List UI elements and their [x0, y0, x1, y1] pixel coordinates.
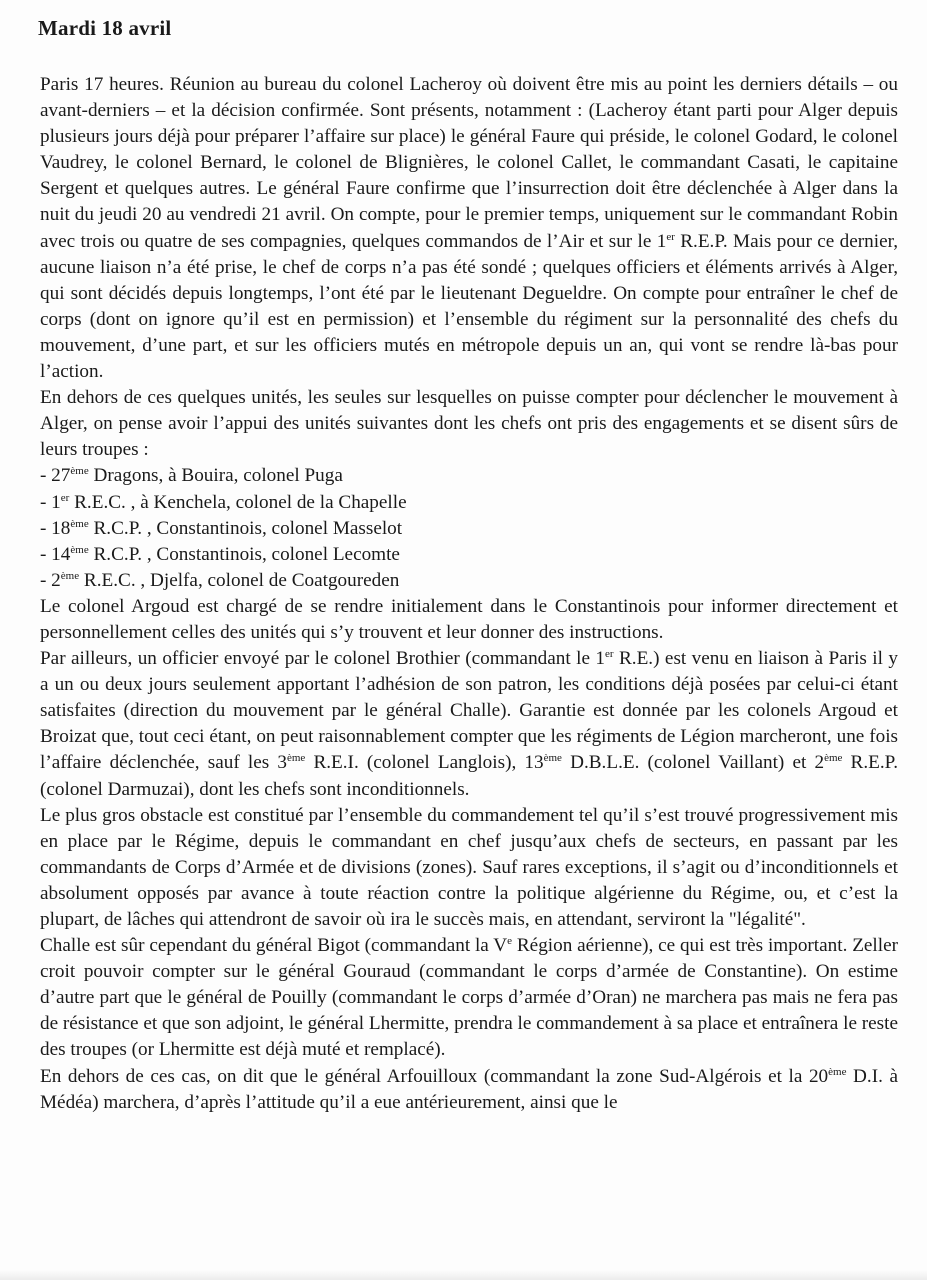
- superscript: er: [60, 491, 70, 504]
- paragraph-text: R.E.P. Mais pour ce dernier, aucune liaison n’a été prise, le chef de corps n’a pas été sondé ; quelques officiers et éléments arrivés à Alger, qui sont décidés depuis longtemps, l’ont été par le lieutenant Degueldre. On compte pour entraîner le chef de corps (dont on ignore qu’il est en permission) et l’ensemble du régiment sur la personnalité des chefs du mouvement, d’une part, et sur les officiers mutés en métropole depuis un an, qui vont se rendre là-bas pour l’action.: [40, 230, 898, 383]
- unit-number: - 18: [40, 517, 71, 539]
- paragraph-text: Par ailleurs, un officier envoyé par le colonel Brothier (commandant le 1: [40, 648, 606, 670]
- paragraph-units-intro: En dehors de ces quelques unités, les seules sur lesquelles on puisse compter pour déclencher le mouvement à Alger, on pense avoir l’appui des unités suivantes dont les chefs ont pris des engagements et se disent sûrs de leurs troupes :: [40, 387, 898, 461]
- unit-number: - 2: [40, 569, 61, 591]
- page-title: Mardi 18 avril: [38, 16, 172, 40]
- superscript: ème: [543, 752, 562, 765]
- paragraph-text: 1: [656, 230, 667, 252]
- paragraph-text: Région aérienne), ce qui est très important. Zeller croit pouvoir compter sur le général Gouraud (commandant le corps d’armée de Constantine). On estime d’autre part que le général de Pouilly (commandant le corps d’armée d’Oran) ne marchera pas mais ne fera pas de résistance et que son adjoint, le général Lhermitte, prendra le commandement à sa place et entraînera le reste des troupes (or Lhermitte est déjà muté et remplacé).: [40, 935, 898, 1061]
- unit-text: R.E.C. , à Kenchela, colonel de la Chapelle: [69, 491, 407, 513]
- superscript: er: [666, 230, 675, 243]
- paragraph-text: R.E.I. (colonel Langlois), 13: [305, 752, 544, 774]
- superscript: ème: [828, 1065, 847, 1078]
- paragraph-text: R.E.) est venu en liaison à Paris il y a un ou deux jours seulement apportant l’adhésion de son patron, les conditions déjà posées par celui-ci étant satisfaites (direction du mouvement par le général Challe). Garantie est donnée par les colonels Argoud et Broizat que, tout ceci étant, on peut raisonnablement compter que les régiments de Légion marcheront, une fois l’affaire déclenchée, sauf les 3: [40, 648, 898, 774]
- page-bottom-edge: [0, 1270, 927, 1280]
- paragraph-command-obstacle: Le plus gros obstacle est constitué par l’ensemble du commandement tel qu’il s’est trouvé progressivement mis en place par le Régime, depuis le commandant en chef jusqu’aux chefs de secteurs, en passant par les commandants de Corps d’Armée et de divisions (zones). Sauf rares exceptions, il s’agit ou d’inconditionnels et absolument opposés par avance à toute réaction contre la politique algérienne du Régime, ou, et c’est la plupart, de lâches qui attendront de savoir où ira le succès mais, en attendant, serviront la "légalité".: [40, 804, 898, 930]
- document-body: [40, 72, 898, 1116]
- unit-list-item: [40, 490, 898, 516]
- paragraph-argoud: Le colonel Argoud est chargé de se rendre initialement dans le Constantinois pour informer directement et personnellement celles des unités qui s’y trouvent et leur donner des instructions.: [40, 595, 898, 643]
- unit-list-item: [40, 568, 898, 594]
- unit-number: - 27: [40, 465, 71, 487]
- superscript: ème: [70, 517, 89, 530]
- unit-text: R.C.P. , Constantinois, colonel Lecomte: [88, 543, 400, 565]
- paragraph-text: D.I. à Médéa) marchera, d’après l’attitude qu’il a eue antérieurement, ainsi que le: [40, 1065, 899, 1113]
- unit-list: [40, 463, 898, 593]
- unit-number: - 14: [40, 543, 71, 565]
- unit-list-item: [40, 516, 898, 542]
- superscript: er: [605, 648, 614, 661]
- unit-list-item: [40, 463, 898, 489]
- paragraph-text: En dehors de ces cas, on dit que le général Arfouilloux (commandant la zone Sud-Algérois et la 20: [40, 1065, 829, 1087]
- superscript: ème: [286, 752, 306, 765]
- superscript: ème: [824, 752, 843, 765]
- unit-text: Dragons, à Bouira, colonel Puga: [88, 465, 343, 487]
- paragraph-arfouilloux: [40, 1064, 898, 1116]
- unit-list-item: [40, 542, 898, 568]
- paragraph-meeting: [40, 72, 898, 385]
- paragraph-legion: [40, 646, 898, 803]
- paragraph-challe: [40, 933, 898, 1063]
- superscript: ème: [70, 543, 89, 556]
- superscript: ème: [70, 465, 89, 478]
- paragraph-text: R.E.P. (colonel Darmuzai), dont les chefs sont inconditionnels.: [40, 752, 899, 800]
- unit-text: R.C.P. , Constantinois, colonel Masselot: [88, 517, 403, 539]
- superscript: ème: [60, 569, 80, 582]
- paragraph-text: D.B.L.E. (colonel Vaillant) et 2: [561, 752, 825, 774]
- unit-text: R.E.C. , Djelfa, colonel de Coatgoureden: [79, 569, 400, 591]
- unit-number: - 1: [40, 491, 61, 513]
- paragraph-text: Challe est sûr cependant du général Bigot (commandant la V: [40, 935, 508, 957]
- paragraph-text: Paris 17 heures. Réunion au bureau du colonel Lacheroy où doivent être mis au point les derniers détails – ou avant-derniers – et la décision confirmée. Sont présents, notamment : (Lacheroy étant parti pour Alger depuis plusieurs jours déjà pour préparer l’affaire sur place) le général Faure qui préside, le colonel Godard, le colonel Vaudrey, le colonel Bernard, le colonel de Blignières, le colonel Callet, le commandant Casati, le capitaine Sergent et quelques autres. Le général Faure confirme que l’insurrection doit être déclenchée à Alger dans la nuit du jeudi 20 au vendredi 21 avril. On compte, pour le premier temps, uniquement sur le commandant Robin avec trois ou quatre de ses compagnies, quelques commandos de l’Air et sur le: [40, 74, 898, 252]
- superscript: e: [507, 935, 513, 948]
